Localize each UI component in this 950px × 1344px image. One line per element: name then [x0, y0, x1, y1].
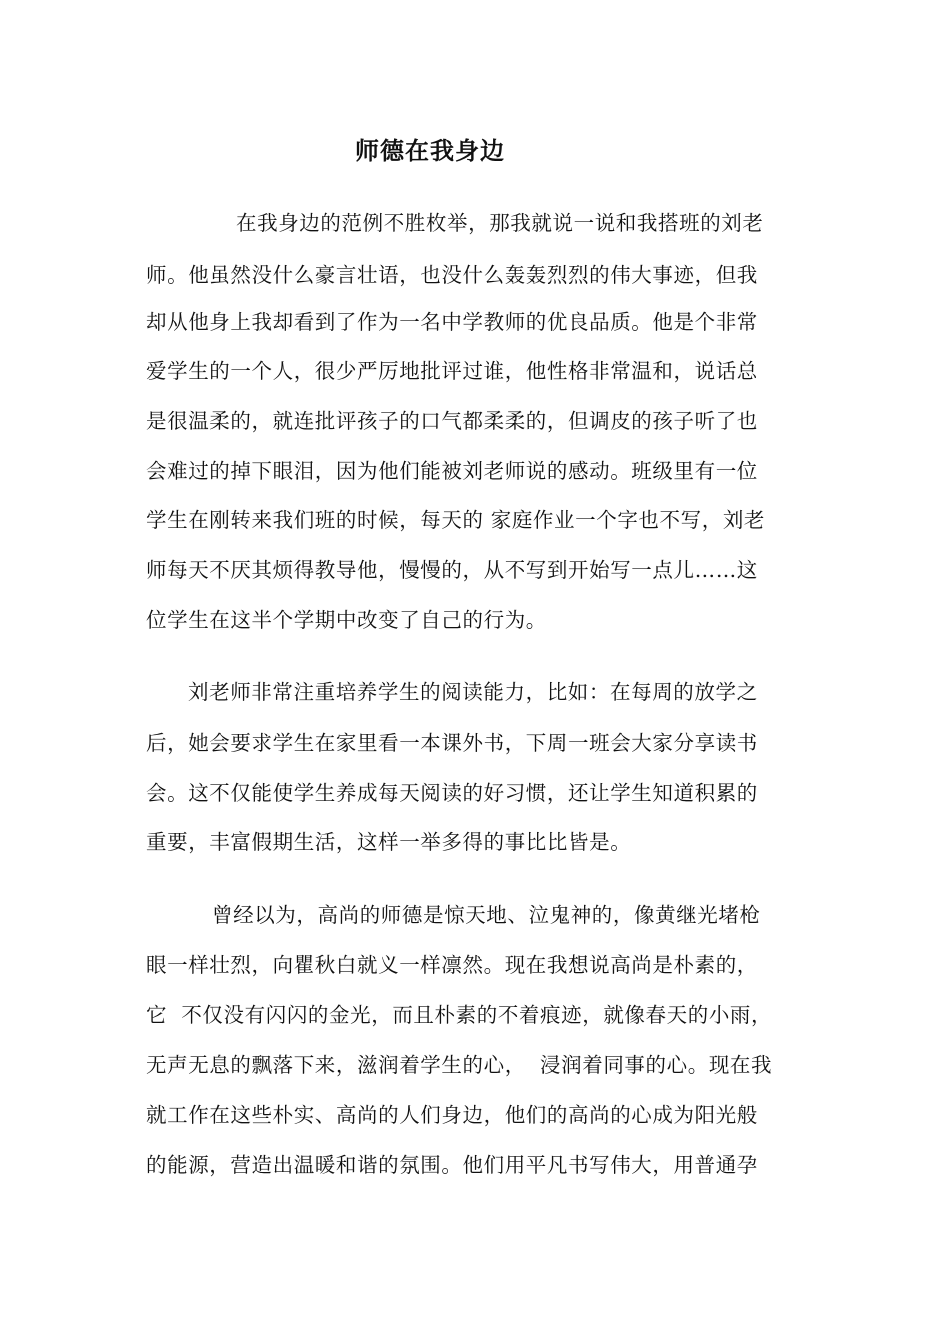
paragraph-line: 却从他身上我却看到了作为一名中学教师的优良品质。他是个非常	[146, 310, 758, 334]
paragraph-line: 的能源，营造出温暖和谐的氛围。他们用平凡书写伟大，用普通孕	[146, 1153, 758, 1177]
paragraph-line: 无声无息的飘落下来，滋润着学生的心， 浸润着同事的心。现在我	[146, 1053, 773, 1077]
paragraph-line: 眼一样壮烈，向瞿秋白就义一样凛然。现在我想说高尚是朴素的，	[146, 953, 758, 977]
paragraph-line: 师每天不厌其烦得教导他，慢慢的，从不写到开始写一点儿……这	[146, 558, 758, 582]
paragraph-line: 是很温柔的，就连批评孩子的口气都柔柔的，但调皮的孩子听了也	[146, 409, 758, 433]
paragraph-line: 后，她会要求学生在家里看一本课外书，下周一班会大家分享读书	[146, 731, 758, 755]
paragraph-line: 学生在刚转来我们班的时候，每天的 家庭作业一个字也不写，刘老	[146, 508, 766, 532]
paragraph-line: 重要，丰富假期生活，这样一举多得的事比比皆是。	[146, 830, 632, 854]
paragraph-line: 它 不仅没有闪闪的金光，而且朴素的不着痕迹，就像春天的小雨，	[146, 1003, 773, 1027]
paragraph-line: 刘老师非常注重培养学生的阅读能力，比如：在每周的放学之	[188, 680, 758, 704]
paragraph-line: 会。这不仅能使学生养成每天阅读的好习惯，还让学生知道积累的	[146, 781, 758, 805]
paragraph-line: 在我身边的范例不胜枚举，那我就说一说和我搭班的刘老	[236, 211, 764, 235]
paragraph-line: 曾经以为，高尚的师德是惊天地、泣鬼神的，像黄继光堵枪	[212, 903, 761, 927]
paragraph-line: 爱学生的一个人，很少严厉地批评过谁，他性格非常温和，说话总	[146, 359, 758, 383]
document-title: 师德在我身边	[355, 136, 505, 165]
paragraph-line: 师。他虽然没什么豪言壮语，也没什么轰轰烈烈的伟大事迹，但我	[146, 263, 758, 287]
paragraph-line: 会难过的掉下眼泪，因为他们能被刘老师说的感动。班级里有一位	[146, 459, 758, 483]
paragraph-line: 就工作在这些朴实、高尚的人们身边，他们的高尚的心成为阳光般	[146, 1103, 758, 1127]
paragraph-line: 位学生在这半个学期中改变了自己的行为。	[146, 608, 547, 632]
